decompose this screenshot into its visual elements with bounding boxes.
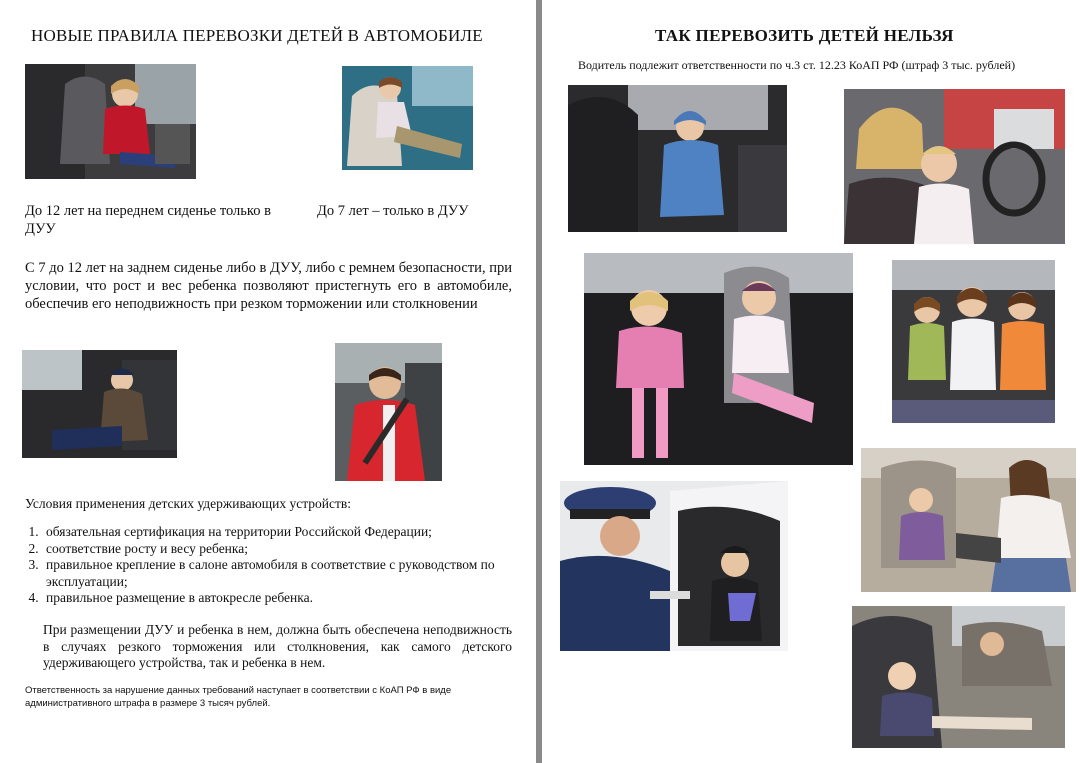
right-page-subtitle: Водитель подлежит ответственности по ч.3 ст. 12.23 КоАП РФ (штраф 3 тыс. рублей) <box>578 58 1016 72</box>
right-page <box>542 0 1080 763</box>
right-page-title: ТАК ПЕРЕВОЗИТЬ ДЕТЕЙ НЕЛЬЗЯ <box>655 26 954 45</box>
conditions-list-container <box>25 524 495 607</box>
photo-child-winter-back-seat <box>22 350 177 458</box>
photo-child-booster-seat <box>342 66 473 170</box>
caption-front-seat: До 12 лет на переднем сиденье только в ДУУ <box>25 203 271 237</box>
photo-child-front-seat <box>25 64 196 179</box>
paragraph-7-to-12: С 7 до 12 лет на заднем сиденье либо в ДУУ, либо с ремнем безопасности, при условии, что рост и вес ребенка позволяют пристегнуть его в автомобиле, обеспечив его неподвижность при резком торможении или столкновении <box>25 260 512 312</box>
condition-item: 3. правильное крепление в салоне автомобиля в соответствие с руководством по эксплуатации; <box>42 557 495 590</box>
photo-woman-fastening-toddler <box>861 448 1076 592</box>
left-page-title: НОВЫЕ ПРАВИЛА ПЕРЕВОЗКИ ДЕТЕЙ В АВТОМОБИЛЕ <box>31 26 483 45</box>
condition-item: 1. обязательная сертификация на территории Российской Федерации; <box>42 524 495 541</box>
caption-under-7: До 7 лет – только в ДУУ <box>317 203 469 219</box>
liability-note: Ответственность за нарушение данных требований наступает в соответствии с КоАП РФ в виде административного штрафа в размере 3 тысяч рублей. <box>25 685 452 709</box>
photo-toddler-no-seat <box>568 85 787 232</box>
condition-item: 2. соответствие росту и весу ребенка; <box>42 541 495 558</box>
photo-children-back-seat <box>584 253 853 465</box>
photo-child-on-driver-lap <box>844 89 1065 244</box>
conditions-list <box>25 524 495 607</box>
conditions-heading: Условия применения детских удерживающих устройств: <box>25 496 352 511</box>
photo-three-girls-back-seat <box>892 260 1055 423</box>
photo-infant-car-seat <box>852 606 1065 748</box>
condition-item: 4. правильное размещение в автокресле ребенка. <box>42 590 495 607</box>
photo-police-officer-check <box>560 481 788 651</box>
placement-paragraph: При размещении ДУУ и ребенка в нем, должна быть обеспечена неподвижность в случаях резкого торможения или столкновения, как самого детского удерживающего устройства, так и ребенка в нем. <box>43 622 512 670</box>
left-page <box>0 0 536 763</box>
photo-child-seat-belt <box>335 343 442 481</box>
